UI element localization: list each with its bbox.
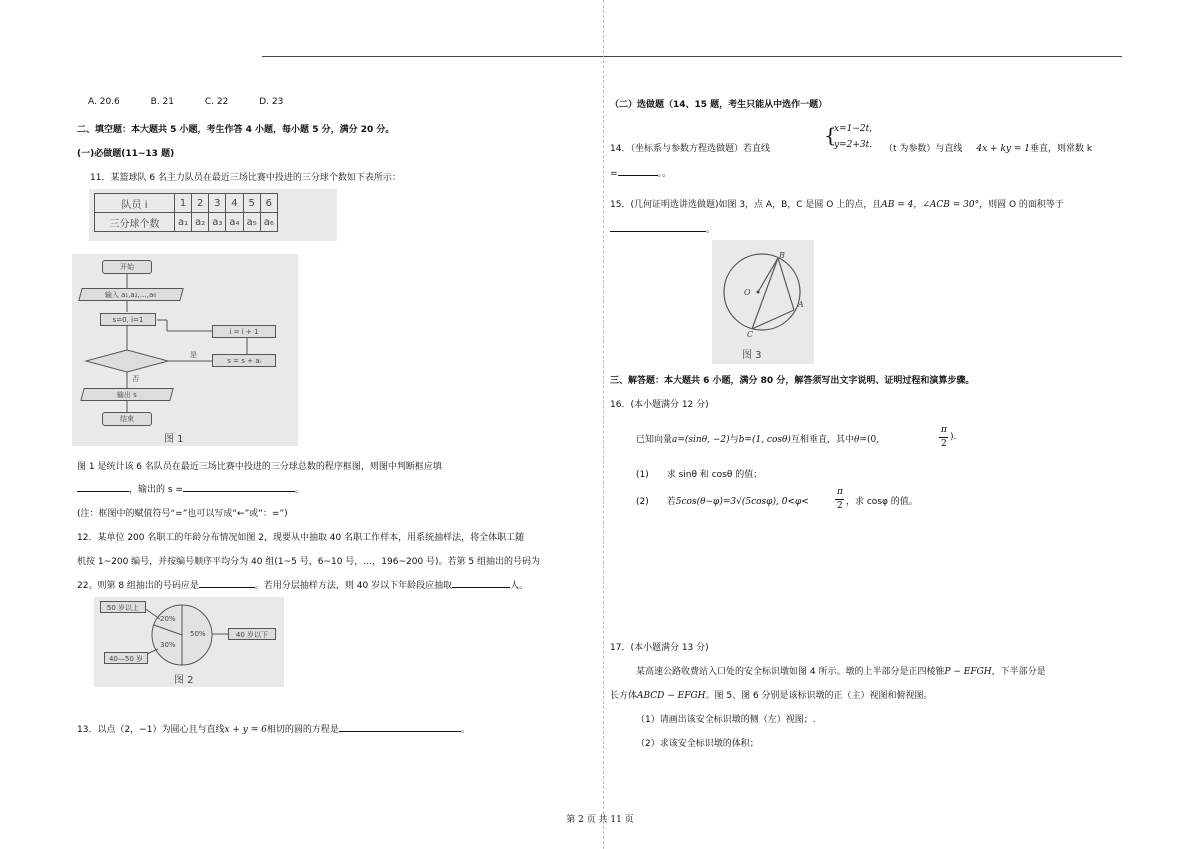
table-cell: 1 — [175, 194, 192, 213]
q16-given — [636, 432, 879, 445]
q15-angle: ∠ACB = 30° — [922, 200, 980, 210]
q12-line3-c: 人。 — [510, 581, 529, 591]
flow-no: 否 — [132, 375, 139, 383]
score-table-image — [89, 189, 337, 241]
q15-c: 。 — [706, 225, 716, 235]
q16-fraction-bar — [939, 437, 948, 438]
q17-part1: （1）请画出该安全标识墩的侧（左）视图；. — [636, 715, 816, 725]
q10-option-d: D. 23 — [259, 97, 284, 107]
q11-note: (注：框图中的赋值符号“=”也可以写成“←”或“：=”) — [77, 509, 288, 519]
q16-two: 2 — [941, 439, 947, 449]
pie-caption: 图 2 — [174, 675, 194, 686]
pie-label-40-50: 40—50 岁 — [104, 652, 148, 664]
table-cell: a₄ — [226, 213, 243, 232]
q13-c: 。 — [460, 725, 470, 735]
flow-yes: 是 — [190, 351, 197, 359]
table-head-count: 三分球个数 — [95, 213, 175, 232]
flowchart-figure — [72, 254, 298, 446]
flow-input-label: 输入 a₁,a₂,…,a₆ — [105, 291, 157, 299]
flow-start: 开始 — [102, 260, 152, 274]
pie-label-under40: 40 岁以下 — [228, 628, 276, 640]
q16-part2-a: 若 — [666, 497, 676, 507]
q16-part2-two: 2 — [837, 501, 843, 511]
q14-e: 。 — [657, 169, 663, 179]
table-cell: a₂ — [192, 213, 209, 232]
q16-part1-text: 求 sinθ 和 cosθ 的值； — [666, 470, 763, 480]
section3-title: 三、解答题：本大题共 6 小题，满分 80 分，解答须写出文字说明、证明过程和演算步骤。 — [610, 376, 975, 386]
q10-option-c: C. 22 — [204, 97, 229, 107]
answer-blank[interactable] — [339, 723, 461, 732]
q13-b: 相切的圆的方程是 — [266, 725, 339, 735]
pie-pct-30: 30% — [160, 641, 176, 649]
table-cell: 6 — [260, 194, 277, 213]
pie-label-over50: 50 岁以上 — [100, 601, 146, 613]
q16-part2-fraction-bar — [835, 499, 844, 500]
flow-sum: s = s + aᵢ — [212, 354, 276, 367]
q16-given-b: 与 — [729, 435, 739, 445]
table-cell: 5 — [243, 194, 260, 213]
q16-range-open: (0, — [866, 435, 880, 445]
point-b: B — [779, 251, 785, 260]
answer-blank[interactable] — [183, 483, 295, 492]
q12-line3-b: 。若用分层抽样方法，则 40 岁以下年龄段应抽取 — [254, 581, 453, 591]
q14-c: 垂直，则常数 k — [1029, 144, 1093, 154]
q14-brace: { — [824, 123, 837, 147]
q16-head: 16．(本小题满分 12 分) — [610, 400, 709, 410]
flow-output-label: 输出 s — [116, 391, 137, 399]
q14-param-x: x=1−2t, — [834, 124, 873, 134]
flow-caption: 图 1 — [164, 434, 184, 445]
column-divider — [603, 0, 604, 849]
q11-description: 图 1 是统计该 6 名队员在最近三场比赛中投进的三分球总数的程序框图，则图中判断框应填 — [77, 462, 442, 472]
q15-answer — [610, 222, 715, 235]
answer-blank[interactable] — [610, 223, 706, 232]
q16-range-close: ). — [950, 432, 957, 442]
q12-line3 — [77, 578, 528, 591]
flow-end: 结束 — [102, 412, 152, 426]
q17-box: ABCD − EFGH — [637, 691, 706, 701]
table-cell: a₃ — [209, 213, 226, 232]
q17-line1 — [636, 664, 1046, 677]
q16-part1 — [636, 467, 762, 480]
q14-line-eq: 4x + ky = 1 — [976, 144, 1030, 154]
q10-option-a: A. 20.6 — [88, 97, 120, 107]
table-cell: 2 — [192, 194, 209, 213]
q13-equation: x + y = 6 — [224, 725, 267, 735]
q17-head: 17．(本小题满分 13 分) — [610, 643, 709, 653]
q10-option-b: B. 21 — [150, 97, 174, 107]
table-cell: 4 — [226, 194, 243, 213]
flow-increment: i = i + 1 — [212, 325, 276, 338]
q17-line1-a: 某高速公路收费站入口处的安全标识墩如图 4 所示。墩的上半部分是正四棱锥 — [636, 667, 945, 677]
q17-line2-a: 长方体 — [610, 691, 638, 701]
answer-blank[interactable] — [77, 483, 129, 492]
q14-param-y: y=2+3t. — [834, 140, 873, 150]
q16-part2-pi: π — [837, 487, 843, 497]
q17-part2: （2）求该安全标识墩的体积； — [636, 739, 759, 749]
q11-answer-line: ，输出的 s = 。 — [77, 482, 304, 495]
q16-part2-equation: 5cos(θ−φ)=3√(5cosφ), 0<φ< — [675, 497, 809, 507]
q14-a: 14．（坐标系与参数方程选做题）若直线 — [610, 144, 770, 154]
q16-vector-a: a=(sinθ, −2) — [672, 435, 730, 445]
q17-line2 — [610, 688, 933, 701]
q15-a: 15．(几何证明选讲选做题)如图 3，点 A，B，C 是圆 O 上的点，且 — [610, 200, 882, 210]
pie-figure — [94, 597, 284, 687]
q16-part2 — [636, 494, 809, 507]
top-rule — [262, 56, 1122, 57]
q16-given-a: 已知向量 — [636, 435, 673, 445]
required-title: (一)必做题(11~13 题) — [77, 149, 175, 159]
q12-line3-a: 22。则第 8 组抽出的号码应是 — [77, 581, 199, 591]
answer-blank[interactable] — [452, 579, 510, 588]
q15-b: ，则圆 O 的面积等于 — [979, 200, 1064, 210]
pie-pct-50: 50% — [190, 630, 206, 638]
table-cell: a₅ — [243, 213, 260, 232]
q15-sep: ， — [913, 200, 923, 210]
q10-options — [88, 97, 283, 107]
score-table — [94, 193, 278, 232]
table-cell: a₆ — [260, 213, 277, 232]
q11-output-label: ，输出的 s = — [129, 485, 183, 495]
q16-part2-b: ，求 cosφ 的值。 — [846, 497, 918, 507]
q16-pi: π — [941, 425, 947, 435]
flow-output — [80, 388, 173, 401]
q17-pyramid: P − EFGH — [944, 667, 992, 677]
circle-figure — [712, 240, 814, 364]
q15-ab: AB = 4 — [881, 200, 914, 210]
point-a: A — [798, 300, 804, 309]
point-c: C — [747, 330, 754, 339]
flow-input — [78, 288, 183, 301]
q13-text — [77, 722, 470, 735]
page-footer: 第 2 页 共 11 页 — [566, 815, 634, 825]
q17-line1-b: ，下半部分是 — [991, 667, 1046, 677]
table-head-player: 队员 i — [95, 194, 175, 213]
q14-text — [610, 141, 770, 154]
circle-caption: 图 3 — [742, 350, 762, 361]
q15-text — [610, 197, 1064, 210]
table-cell: a₁ — [175, 213, 192, 232]
section2-title: 二、填空题：本大题共 5 小题，考生作答 4 小题，每小题 5 分，满分 20 分。 — [77, 125, 395, 135]
answer-blank[interactable] — [618, 167, 658, 176]
q16-part1-num: (1) — [636, 470, 649, 480]
optional-title: （二）选做题（14、15 题，考生只能从中选作一题） — [610, 100, 828, 110]
point-o: O — [744, 288, 751, 297]
q11-text: 11．某篮球队 6 名主力队员在最近三场比赛中投进的三分球个数如下表所示： — [90, 173, 401, 183]
q13-a: 13．以点（2，−1）为圆心且与直线 — [77, 725, 225, 735]
flow-init: s=0, i=1 — [100, 313, 156, 326]
pie-pct-20: 20% — [160, 615, 176, 623]
q17-line2-b: 。图 5、图 6 分别是该标识墩的正（主）视图和俯视图。 — [705, 691, 933, 701]
q12-line2: 机按 1~200 编号，并按编号顺序平均分为 40 组(1~5 号，6~10 号，…，196~200 号)。若第 5 组抽出的号码为 — [77, 557, 541, 567]
q14-tail — [884, 141, 1092, 154]
q16-given-c: 互相垂直，其中 — [790, 435, 854, 445]
answer-blank[interactable] — [199, 579, 255, 588]
q16-vector-b: b=(1, cosθ) — [738, 435, 791, 445]
q16-part2-num: (2) — [636, 497, 649, 507]
table-cell: 3 — [209, 194, 226, 213]
q12-line1: 12．某单位 200 名职工的年龄分布情况如图 2，现要从中抽取 40 名职工作样本，用系统抽样法，将全体职工随 — [77, 533, 525, 543]
q14-answer: = 。。 — [610, 169, 672, 179]
q14-b: （t 为参数）与直线 — [884, 144, 963, 154]
q14-d: = — [610, 169, 618, 179]
q16-theta: θ= — [853, 435, 867, 445]
